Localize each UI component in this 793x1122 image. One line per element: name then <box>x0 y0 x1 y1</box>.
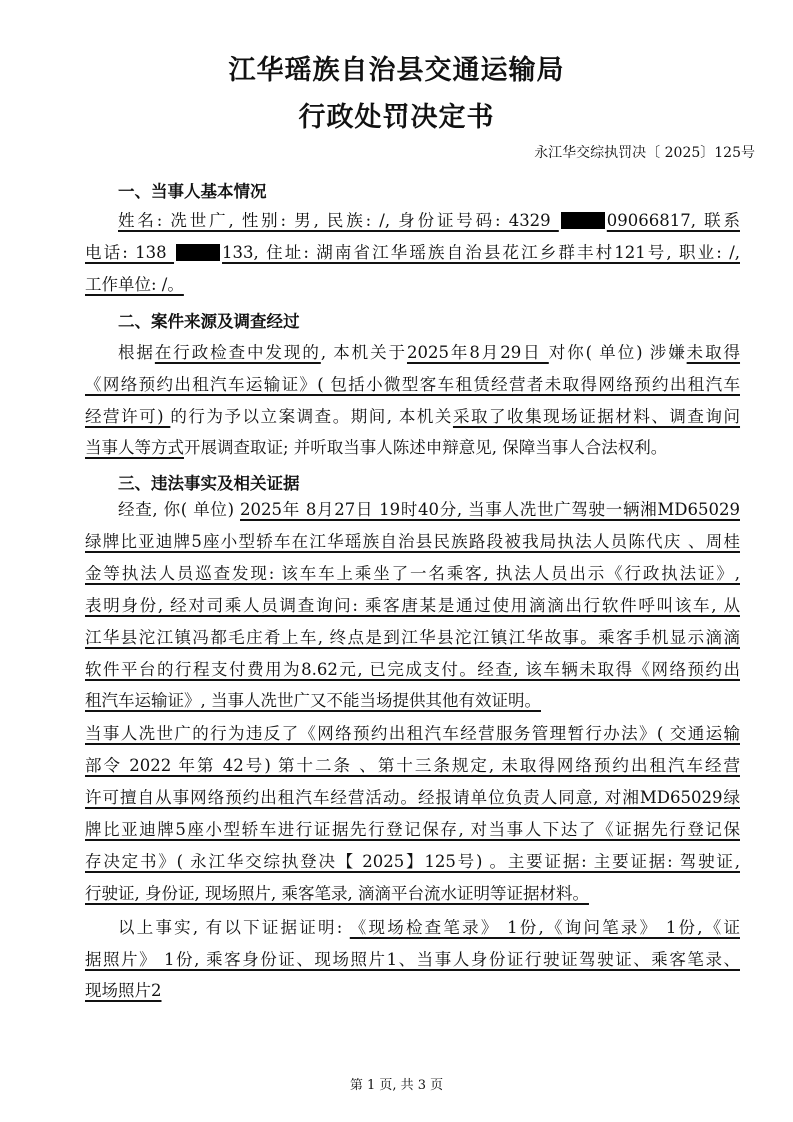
text-line <box>85 755 740 777</box>
text-segment: 江华县沱江镇冯都毛庄肴上车, 终点是到江华县沱江镇江华故事。乘客手机显示滴滴 <box>85 628 740 647</box>
text-line <box>85 406 740 428</box>
text-line <box>118 917 740 939</box>
text-line <box>118 499 740 521</box>
text-segment: 09066817, 联系 <box>606 211 740 230</box>
text-line <box>85 274 740 296</box>
text-line <box>85 690 740 712</box>
text-line <box>85 723 740 745</box>
text-segment: 工作单位: /。 <box>85 275 184 294</box>
redaction-box <box>561 212 605 229</box>
text-line <box>85 659 740 681</box>
text-segment: 电话: 138 <box>85 243 175 262</box>
text-segment: 金等执法人员巡查发现: 该车车上乘坐了一名乘客, 执法人员出示《行政执法证》, <box>85 564 740 583</box>
text-line <box>85 595 740 617</box>
text-segment: 对你( 单位) 涉嫌 <box>548 343 687 362</box>
text-segment: 以上事实, 有以下证据证明: <box>118 918 350 937</box>
text-segment: 《现场检查笔录》 1份,《询问笔录》 1份,《证 <box>349 918 740 937</box>
text-segment: 经查, 你( 单位) <box>118 500 240 519</box>
text-segment: 当事人冼世广的行为违反了《网络预约出租汽车经营服务管理暂行办法》( 交通运输 <box>85 724 740 743</box>
text-line <box>85 627 740 649</box>
section-heading: 三、违法事实及相关证据 <box>118 474 300 493</box>
text-segment: 当事人等方式 <box>85 438 184 457</box>
text-segment: 133, 住址: 湖南省江华瑶族自治县花江乡群丰村121号, 职业: /, <box>222 243 740 262</box>
text-segment: 部令 2022 年第 42号) 第十二条 、第十三条规定, 未取得网络预约出租汽车经营 <box>85 756 740 775</box>
text-line <box>85 980 740 1002</box>
section-heading: 一、当事人基本情况 <box>118 182 267 201</box>
document-number: 永江华交综执罚决〔 2025〕125号 <box>534 145 755 161</box>
text-segment: 的行为予以立案调查。期间, 本机关 <box>170 407 453 426</box>
text-segment: 现场照片2 <box>85 981 162 1000</box>
section-heading: 二、案件来源及调查经过 <box>118 312 300 331</box>
text-line <box>118 210 740 232</box>
text-segment: 未取得 <box>686 343 741 362</box>
text-line <box>85 531 740 553</box>
text-segment: 软件平台的行程支付费用为8.62元, 已完成支付。经查, 该车辆未取得《网络预约出 <box>85 660 740 679</box>
document-title-type: 行政处罚决定书 <box>298 102 495 133</box>
document-title-agency: 江华瑶族自治县交通运输局 <box>228 55 565 86</box>
text-segment: 表明身份, 经对司乘人员调查询问: 乘客唐某是通过使用滴滴出行软件呼叫该车, 从 <box>85 596 740 615</box>
text-line <box>85 563 740 585</box>
text-segment: 据照片》 1份, 乘客身份证、现场照片1、当事人身份证行驶证驾驶证、乘客笔录、 <box>85 950 740 969</box>
text-segment: 根据 <box>118 343 155 362</box>
text-line <box>85 949 740 971</box>
text-segment: 存决定书》( 永江华交综执登决【 2025】125号) 。主要证据: 主要证据: 驾驶证, <box>85 852 740 871</box>
text-segment: 2025年 8月27日 19时40分, 当事人冼世广驾驶一辆湘MD65029 <box>240 500 740 519</box>
text-segment: , 本机关于 <box>320 343 407 362</box>
text-segment: 姓名: 冼世广, 性别: 男, 民族: /, 身份证号码: 4329 <box>118 211 559 230</box>
text-segment: 采取了收集现场证据材料、调查询问 <box>452 407 741 426</box>
redaction-box <box>176 244 220 261</box>
text-segment: 经营许可) <box>85 407 171 426</box>
text-line <box>85 883 740 905</box>
text-line <box>118 342 740 364</box>
text-segment: 《网络预约出租汽车运输证》( 包括小微型客车租赁经营者未取得网络预约出租汽车 <box>85 375 740 394</box>
text-segment: 在行政检查中发现的 <box>154 343 321 362</box>
text-line <box>85 374 740 396</box>
page-footer: 第 1 页, 共 3 页 <box>349 1078 444 1093</box>
text-segment: 2025年8月29日 <box>406 343 549 362</box>
text-line <box>85 787 740 809</box>
text-segment: 许可擅自从事网络预约出租汽车经营活动。经报请单位负责人同意, 对湘MD65029绿 <box>85 788 740 807</box>
text-segment: 绿牌比亚迪牌5座小型轿车在江华瑶族自治县民族路段被我局执法人员陈代庆 、周桂 <box>85 532 740 551</box>
text-segment: 牌比亚迪牌5座小型轿车进行证据先行登记保存, 对当事人下达了《证据先行登记保 <box>85 820 740 839</box>
text-line <box>85 851 740 873</box>
text-line <box>85 242 740 264</box>
text-line <box>85 437 740 459</box>
text-segment: 租汽车运输证》, 当事人冼世广又不能当场提供其他有效证明。 <box>85 691 541 710</box>
text-line <box>85 819 740 841</box>
text-segment: 行驶证, 身份证, 现场照片, 乘客笔录, 滴滴平台流水证明等证据材料。 <box>85 884 589 903</box>
text-segment: 开展调查取证; 并听取当事人陈述申辩意见, 保障当事人合法权利。 <box>184 438 668 457</box>
